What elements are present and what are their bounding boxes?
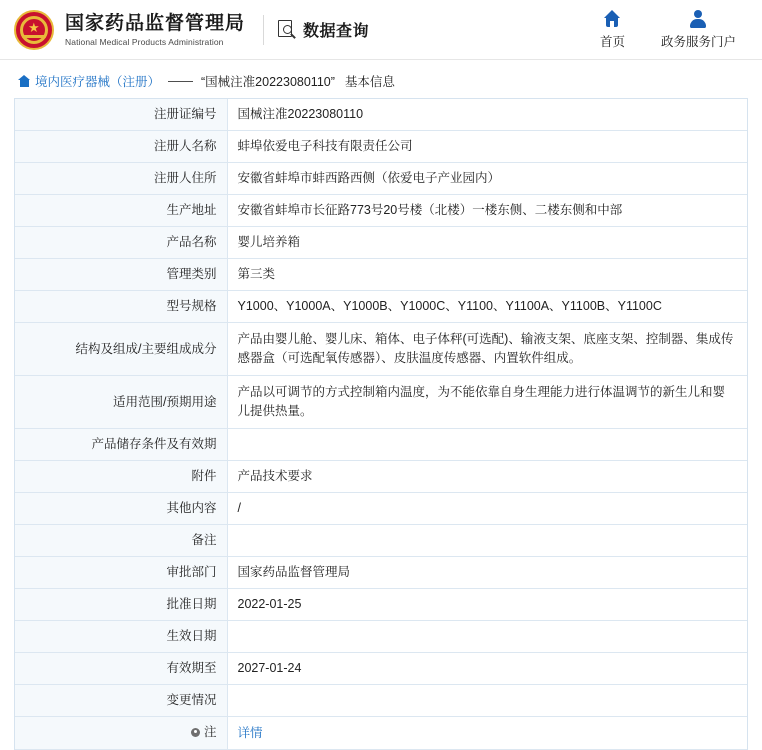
row-label: 备注 [15, 525, 227, 557]
home-icon [602, 9, 622, 29]
row-value [227, 525, 747, 557]
row-value: 婴儿培养箱 [227, 227, 747, 259]
nav-item-portal[interactable] [661, 9, 736, 50]
row-label: 有效期至 [15, 653, 227, 685]
row-label: 审批部门 [15, 557, 227, 589]
table-row [15, 429, 747, 461]
row-label: 生产地址 [15, 195, 227, 227]
row-label: 注册人名称 [15, 131, 227, 163]
brand-block [65, 12, 245, 48]
detail-link[interactable]: 详情 [237, 725, 263, 740]
breadcrumb-link[interactable]: 境内医疗器械（注册） [35, 75, 161, 89]
row-label: 附件 [15, 461, 227, 493]
user-portal-icon [688, 9, 708, 29]
row-label: 适用范围/预期用途 [15, 376, 227, 429]
table-row [15, 291, 747, 323]
row-label: 产品储存条件及有效期 [15, 429, 227, 461]
table-row [15, 163, 747, 195]
table-row [15, 259, 747, 291]
table-row [15, 227, 747, 259]
note-label: 注 [203, 725, 217, 739]
row-value: 第三类 [227, 259, 747, 291]
breadcrumb-dash: —— [168, 74, 194, 88]
row-label: 变更情况 [15, 685, 227, 717]
row-label: 生效日期 [15, 621, 227, 653]
breadcrumb-registration-number: “国械注准20223080110” [201, 75, 335, 89]
header-divider [263, 15, 264, 45]
nav-item-home-label: 首页 [599, 35, 625, 49]
row-value: 2027-01-24 [227, 653, 747, 685]
home-small-icon [18, 75, 31, 87]
document-search-icon [278, 20, 297, 39]
note-label-cell [15, 717, 227, 750]
table-row [15, 557, 747, 589]
row-value [227, 685, 747, 717]
table-row [15, 376, 747, 429]
row-label: 批准日期 [15, 589, 227, 621]
row-value: 2022-01-25 [227, 589, 747, 621]
row-value: 国械注准20223080110 [227, 99, 747, 131]
row-value [227, 621, 747, 653]
table-row-note [15, 717, 747, 750]
registration-info-table [14, 98, 748, 750]
table-row [15, 131, 747, 163]
info-dot-icon [191, 728, 200, 737]
table-row [15, 493, 747, 525]
header-nav [600, 9, 746, 50]
row-value [227, 429, 747, 461]
table-row [15, 323, 747, 376]
data-query-label: 数据查询 [303, 23, 370, 40]
table-row [15, 195, 747, 227]
row-value: 安徽省蚌埠市长征路773号20号楼（北楼）一楼东侧、二楼东侧和中部 [227, 195, 747, 227]
row-label: 管理类别 [15, 259, 227, 291]
row-label: 型号规格 [15, 291, 227, 323]
national-emblem-icon: ★ [12, 8, 56, 52]
note-value-cell [227, 717, 747, 750]
breadcrumb-current: 基本信息 [344, 75, 395, 89]
nav-item-home[interactable] [600, 9, 625, 50]
row-value: 产品技术要求 [227, 461, 747, 493]
table-row [15, 461, 747, 493]
row-label: 注册证编号 [15, 99, 227, 131]
nav-item-portal-label: 政务服务门户 [660, 35, 736, 49]
row-label: 注册人住所 [15, 163, 227, 195]
table-row [15, 589, 747, 621]
row-value: 产品以可调节的方式控制箱内温度，为不能依靠自身生理能力进行体温调节的新生儿和婴儿提供热量。 [227, 376, 747, 429]
row-value: 产品由婴儿舱、婴儿床、箱体、电子体秤(可选配)、输液支架、底座支架、控制器、集成传感器盒（可选配氧传感器）、皮肤温度传感器、内置软件组成。 [227, 323, 747, 376]
breadcrumb [0, 60, 762, 98]
brand-title-en: National Medical Products Administration [65, 36, 224, 47]
table-row [15, 685, 747, 717]
table-row [15, 653, 747, 685]
data-query-entry[interactable] [278, 18, 369, 41]
brand-title-cn: 国家药品监督管理局 [65, 12, 246, 34]
row-value: / [227, 493, 747, 525]
row-label: 结构及组成/主要组成成分 [15, 323, 227, 376]
table-row [15, 621, 747, 653]
site-header [0, 0, 762, 60]
row-value: Y1000、Y1000A、Y1000B、Y1000C、Y1100、Y1100A、Y1100B、Y1100C [227, 291, 747, 323]
row-value: 安徽省蚌埠市蚌西路西侧（依爱电子产业园内） [227, 163, 747, 195]
row-value: 国家药品监督管理局 [227, 557, 747, 589]
row-label: 其他内容 [15, 493, 227, 525]
table-row [15, 99, 747, 131]
row-label: 产品名称 [15, 227, 227, 259]
row-value: 蚌埠依爱电子科技有限责任公司 [227, 131, 747, 163]
table-row [15, 525, 747, 557]
